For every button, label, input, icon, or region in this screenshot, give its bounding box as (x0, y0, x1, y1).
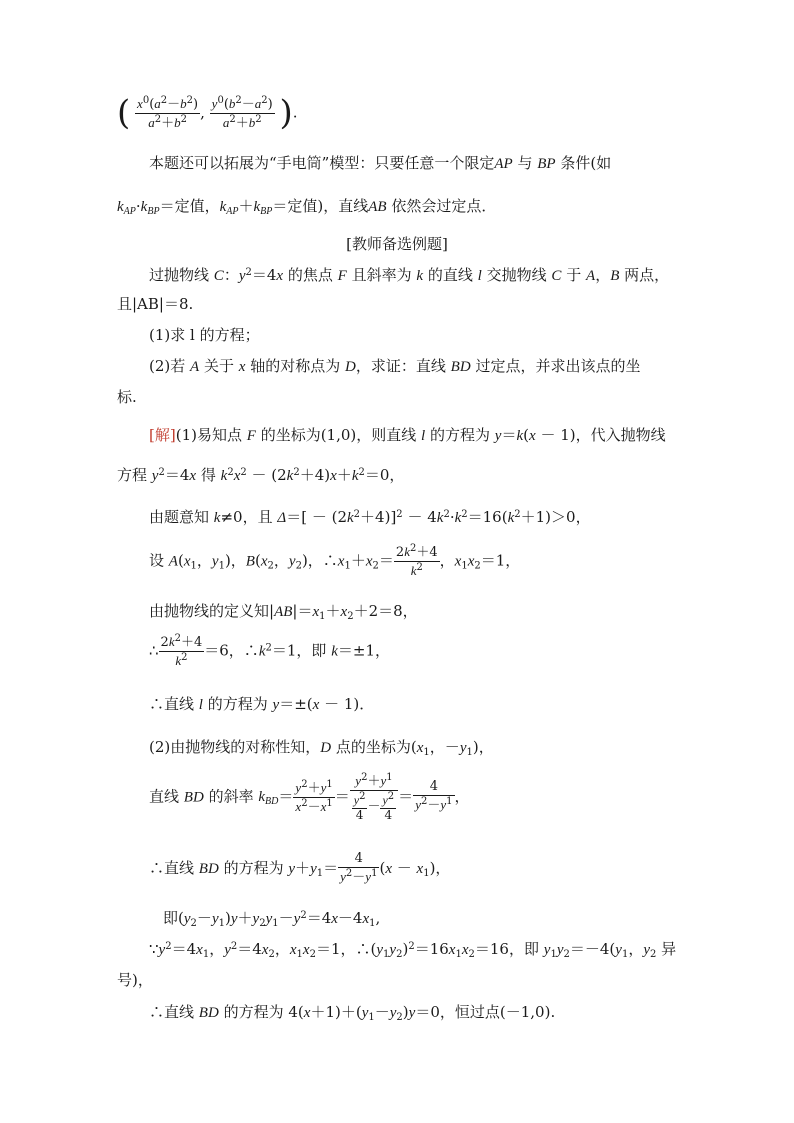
problem-line-2: 且|AB|＝8. (117, 295, 194, 313)
fraction-y: $\frac{y^0(b^2-a^2)}{a^2+b^2}$ (211, 94, 273, 131)
solution-line-4: 设 $A(x_1$，$y_1$)，$B(x_2$，$y_2$)，$\therefore x_1+x_2=$ $\frac{2k^2+4}{k^2}$ ，$x_1x_2=1$， (149, 543, 521, 578)
equation-expanded: 即$(y_2-y_1)y+y_2y_1-y^2=4x-4x_1$, (163, 909, 381, 929)
extension-text-2: $k_{AP}\cdot k_{BP}=$定值，$k_{AP}+k_{BP}=$定值)，直线AB 依然会过定点． (117, 197, 497, 217)
solution-line-2: 方程 $y^2=4x$ 得 $k^2x^2 - (2k^2+4)x+k^2=0$， (117, 466, 405, 484)
point-coordinates: ( $\frac{x^0(a^2-b^2)}{a^2+b^2}$ , $\frac{y^0(b^2-a^2)}{a^2+b^2}$ ). (117, 93, 298, 133)
relation-line-2: 号)， (117, 971, 153, 989)
extension-text: 本题还可以拓展为“手电筒”模型：只要任意一个限定AP 与 BP 条件(如 (149, 154, 612, 172)
line-bd-equation: ∴直线 BD 的方程为 $y+y_1=$ $\frac{4}{y^2-y^1}$ $(x - x_1)$， (149, 851, 451, 885)
solution-line-5: 由抛物线的定义知$|AB|=x_1+x_2+2=8$， (149, 602, 418, 622)
conclusion-line: ∴直线 BD 的方程为 $4(x+1)+(y_1-y_2)y=0$，恒过点(－1,0). (149, 1003, 556, 1023)
problem-part-1: (1)求 l 的方程； (149, 326, 260, 344)
solution-marker: [解] (149, 426, 176, 444)
problem-part-2: (2)若 A 关于 x 轴的对称点为 D，求证：直线 BD 过定点，并求出该点的坐 (149, 357, 641, 375)
solution-part-2-line-1: (2)由抛物线的对称性知，D 点的坐标为($x_1$，$-y_1$)， (149, 738, 494, 758)
relation-line: $\because y^2=4x_1$，$y^2=4x_2$，$x_1x_2=1$，$\therefore(y_1y_2)^2=16x_1x_2=16$，即 $y_1y_2=-4(y_1$，$y_2$ 异 (149, 940, 677, 960)
solution-line-7: ∴直线 l 的方程为 y＝±(x － 1)． (149, 695, 375, 713)
fraction-x: $\frac{x^0(a^2-b^2)}{a^2+b^2}$ (137, 94, 199, 131)
problem-line-1: 过抛物线 C：$y^2=4x$ 的焦点 F 且斜率为 k 的直线 l 交抛物线 C 于 A，B 两点， (149, 266, 670, 284)
section-title: [教师备选例题] (346, 235, 448, 253)
solution-line-3: 由题意知 k≠0，且 $\Delta=[ - (2k^2+4)]^2 - 4k^2\cdot k^2=16(k^2+1)>0$， (149, 508, 591, 526)
left-paren: ( (117, 93, 131, 133)
problem-part-2b: 标. (117, 388, 137, 406)
slope-line: 直线 BD 的斜率 $k_{BD}=$ $\frac{y^2+y^1}{x^2-x^1}$ ＝ $y^2+y^1$ $\frac{y^2}{4}$ － $\frac{y^2}{4}$ ＝ $\frac{4}{y^2-y^1}$ ， (149, 772, 470, 822)
solution-line-1: [解](1)易知点 F 的坐标为(1,0)，则直线 l 的方程为 y＝k(x － 1)，代入抛物线 (149, 426, 666, 444)
right-paren: ) (279, 93, 293, 133)
solution-line-6: ∴ $\frac{2k^2+4}{k^2}$ ＝6，$\therefore k^2=1$，即 k＝±1， (149, 633, 390, 668)
